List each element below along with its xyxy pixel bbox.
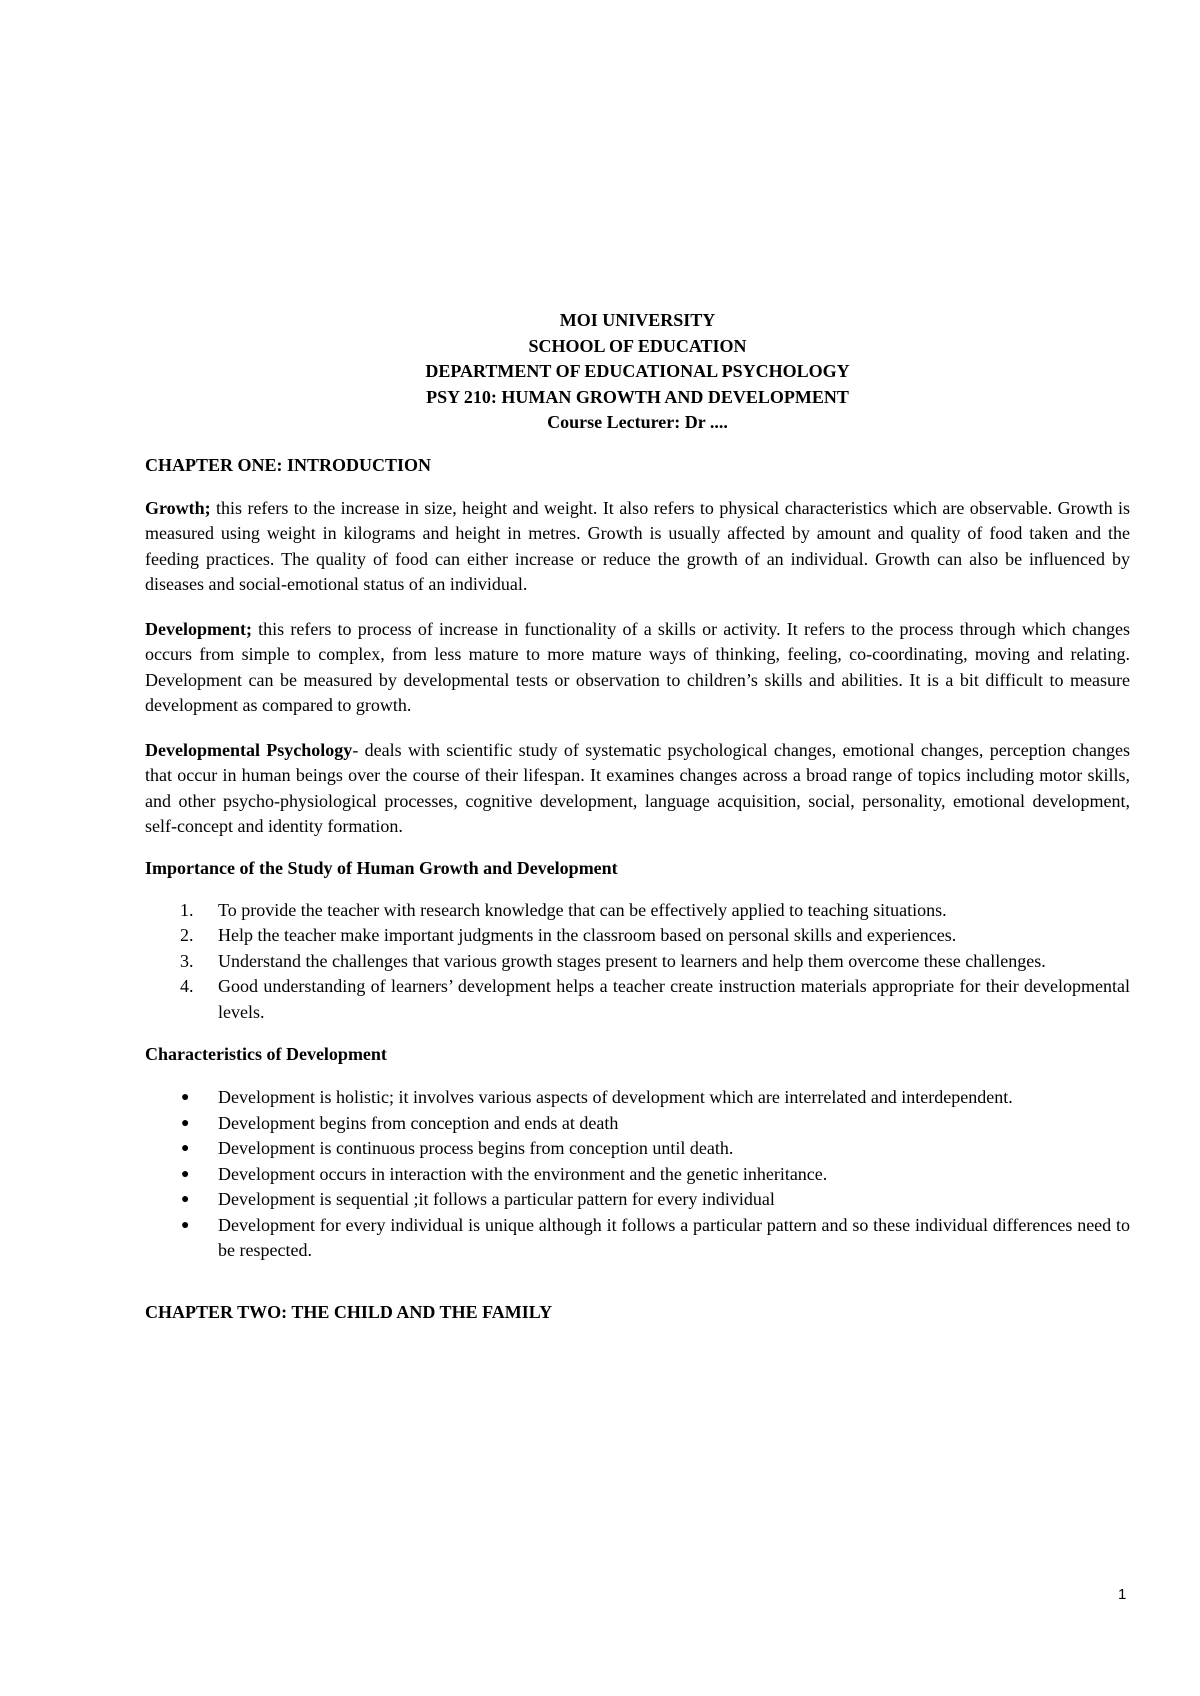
- bullet-icon: ●: [181, 1141, 190, 1156]
- bullet-icon: ●: [181, 1192, 190, 1207]
- school-name: SCHOOL OF EDUCATION: [528, 335, 747, 356]
- growth-text: this refers to the increase in size, height and weight. It also refers to physical characteristics which are observable. Growth is measured using weight in kilograms and height in metres. Growth is usually affected by amount and quality of food taken and the feeding practices. The quality of food can either increase or reduce the growth of an individual. Growth can also be influenced by diseases and social-emotional status of an individual.: [145, 497, 1130, 594]
- characteristics-list: [145, 1085, 1130, 1264]
- list-item-number: 2.: [180, 925, 194, 945]
- list-item-text: Development for every individual is unique although it follows a particular pattern and so these individual differences need to be respected.: [218, 1214, 1130, 1260]
- list-item-text: Help the teacher make important judgments in the classroom based on personal skills and experiences.: [218, 925, 957, 945]
- growth-paragraph: [145, 496, 1130, 598]
- developmental-psychology-paragraph: [145, 738, 1130, 840]
- development-paragraph: [145, 617, 1130, 719]
- list-item-number: 1.: [180, 899, 194, 920]
- list-item: [145, 974, 1130, 1025]
- department-name: DEPARTMENT OF EDUCATIONAL PSYCHOLOGY: [425, 361, 850, 381]
- course-lecturer: Course Lecturer: Dr ....: [547, 412, 728, 432]
- university-name: MOI UNIVERSITY: [559, 310, 716, 330]
- developmental-psychology-text: - deals with scientific study of systematic psychological changes, emotional changes, perception changes that occur in human beings over the course of their lifespan. It examines changes across a broad range of topics including motor skills, and other psycho-physiological processes, cognitive development, language acquisition, social, personality, emotional development, self-concept and identity formation.: [145, 739, 1130, 836]
- list-item: [145, 1085, 1130, 1111]
- list-item: [145, 1213, 1130, 1264]
- list-item: [145, 1187, 1130, 1213]
- importance-heading: Importance of the Study of Human Growth and Development: [145, 857, 618, 878]
- list-item: [145, 1162, 1130, 1188]
- bullet-icon: ●: [181, 1217, 190, 1233]
- page-content: [145, 308, 1130, 1323]
- list-item-text: Development is holistic; it involves various aspects of development which are interrelated and interdependent.: [218, 1087, 1013, 1107]
- chapter-two-title: CHAPTER TWO: THE CHILD AND THE FAMILY: [145, 1301, 553, 1322]
- list-item: [145, 1136, 1130, 1162]
- list-item: [145, 949, 1130, 975]
- list-item-text: Good understanding of learners’ development helps a teacher create instruction materials appropriate for their developmental levels.: [218, 976, 1130, 1022]
- growth-term: Growth;: [145, 497, 211, 518]
- list-item-text: Development occurs in interaction with the environment and the genetic inheritance.: [218, 1163, 828, 1184]
- document-header: [145, 308, 1130, 436]
- list-item-number: 3.: [180, 950, 194, 971]
- list-item-text: Understand the challenges that various growth stages present to learners and help them overcome these challenges.: [218, 950, 1046, 971]
- course-title: PSY 210: HUMAN GROWTH AND DEVELOPMENT: [426, 386, 849, 407]
- bullet-icon: ●: [181, 1090, 190, 1105]
- bullet-icon: ●: [181, 1166, 190, 1182]
- list-item-text: Development begins from conception and ends at death: [218, 1112, 619, 1133]
- characteristics-heading: Characteristics of Development: [145, 1044, 387, 1064]
- bullet-icon: ●: [181, 1115, 190, 1131]
- list-item-text: To provide the teacher with research knowledge that can be effectively applied to teaching situations.: [218, 899, 947, 920]
- list-item: [145, 923, 1130, 949]
- page-number: 1: [1118, 1586, 1127, 1603]
- development-text: this refers to process of increase in functionality of a skills or activity. It refers to the process through which changes occurs from simple to complex, from less mature to more mature ways of thinking, feeling, co-coordinating, moving and relating. Development can be measured by developmental tests or observation to children’s skills and abilities. It is a bit difficult to measure development as compared to growth.: [145, 618, 1130, 715]
- list-item-text: Development is continuous process begins from conception until death.: [218, 1138, 734, 1158]
- list-item: [145, 898, 1130, 924]
- developmental-psychology-term: Developmental Psychology: [145, 739, 353, 760]
- list-item-text: Development is sequential ;it follows a particular pattern for every individual: [218, 1189, 775, 1209]
- development-term: Development;: [145, 618, 252, 639]
- importance-list: [145, 898, 1130, 1026]
- list-item-number: 4.: [180, 976, 194, 996]
- chapter-one-title: CHAPTER ONE: INTRODUCTION: [145, 454, 432, 475]
- list-item: [145, 1111, 1130, 1137]
